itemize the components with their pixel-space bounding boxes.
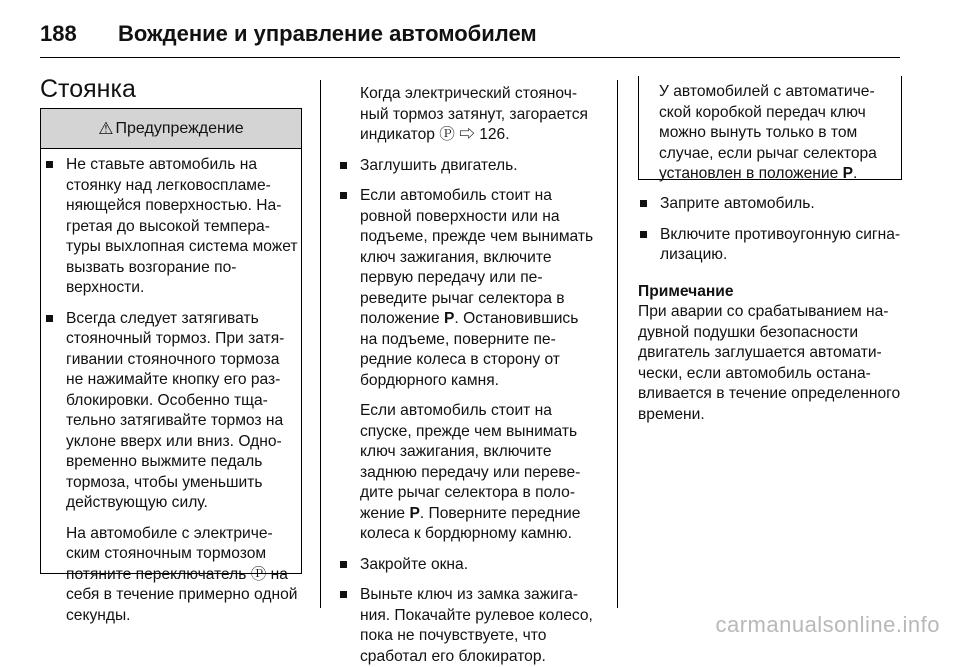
header-rule [40,57,900,58]
downhill-paragraph: Если автомобиль стоит на спуске, прежде чем вынимать ключ зажигания, включите заднюю передачу или переведите рычаг селектора в положение P. Поверните передние колеса к бордюрному камню. [360,402,581,542]
warning-header [41,109,301,149]
column-3 [638,194,906,425]
gear-position-p: P [842,165,853,182]
warning-title: Предупреждение [115,119,244,137]
note-text: При аварии со срабатыванием надувной подушки безопасности двигатель заглушается автоматически, если автомобиль останавливается в течение определенного времени. [638,303,901,423]
column-2 [338,84,598,667]
page-header [40,14,537,54]
chapter-title: Вождение и управление автомобилем [118,21,537,46]
automatic-transmission-info-box: У автомобилей с автоматической коробкой передач ключ можно вынуть только в том случае, если рычаг селектора установлен в положение P. [638,76,902,180]
column-divider-2 [617,80,618,608]
page-reference-arrow-icon: ⇨ [459,126,475,143]
warning-content [44,155,298,626]
electric-brake-indicator-paragraph: Когда электрический стояночный тормоз затянут, загорается индикатор Ⓟ ⇨ 126. [360,85,588,143]
bullet-lock-vehicle: Заприте автомобиль. [638,194,906,215]
bullet-activate-alarm: Включите противоугонную сигнализацию. [638,225,906,266]
warning-bullet-flammable: Не ставьте автомобиль на стоянку над легковоспламеняющейся поверхностью. Нагретая до высокой температуры выхлопная система может вызвать возгорание поверхности. [44,155,298,299]
warning-bullet-parking-brake: Всегда следует затягивать стояночный тормоз. При затягивании стояночного тормоза не нажимайте кнопку его разблокировки. Особенно тщательно затягивайте тормоз на уклоне вверх или вниз. Одновременно выжмите педаль тормоза, чтобы уменьшить действующую силу. [44,309,298,514]
page-reference-link[interactable]: 126. [479,126,510,143]
gear-position-p: P [444,310,455,327]
bullet-close-windows: Закройте окна. [338,555,598,576]
bullet-stop-engine: Заглушить двигатель. [338,156,598,177]
watermark-footer: carmanualsonline.info [715,612,940,637]
section-title: Стоянка [40,75,136,103]
note [638,282,906,426]
warning-electric-brake-paragraph: На автомобиле с электрическим стояночным тормозом потяните переключатель Ⓟ на себя в течение примерно одной секунды. [66,524,298,624]
gear-position-p: P [409,504,420,522]
column-divider-1 [320,80,321,608]
bullet-remove-key: Выньте ключ из замка зажигания. Покачайте рулевое колесо, пока не почувствуете, что сработал его блокиратор. [338,585,598,667]
note-title: Примечание [638,282,734,300]
warning-triangle-icon: ⚠ [98,118,114,138]
parking-brake-indicator-icon: Ⓟ [439,126,455,143]
parking-brake-icon: Ⓟ [250,565,267,583]
page-number: 188 [40,21,77,46]
bullet-flat-or-uphill: Если автомобиль стоит на ровной поверхности или на подъеме, прежде чем вынимать ключ зажигания, включите первую передачу или переведите рычаг селектора в положение P. Остановившись на подъеме, поверните передние колеса в сторону от бордюрного камня. [338,186,598,391]
